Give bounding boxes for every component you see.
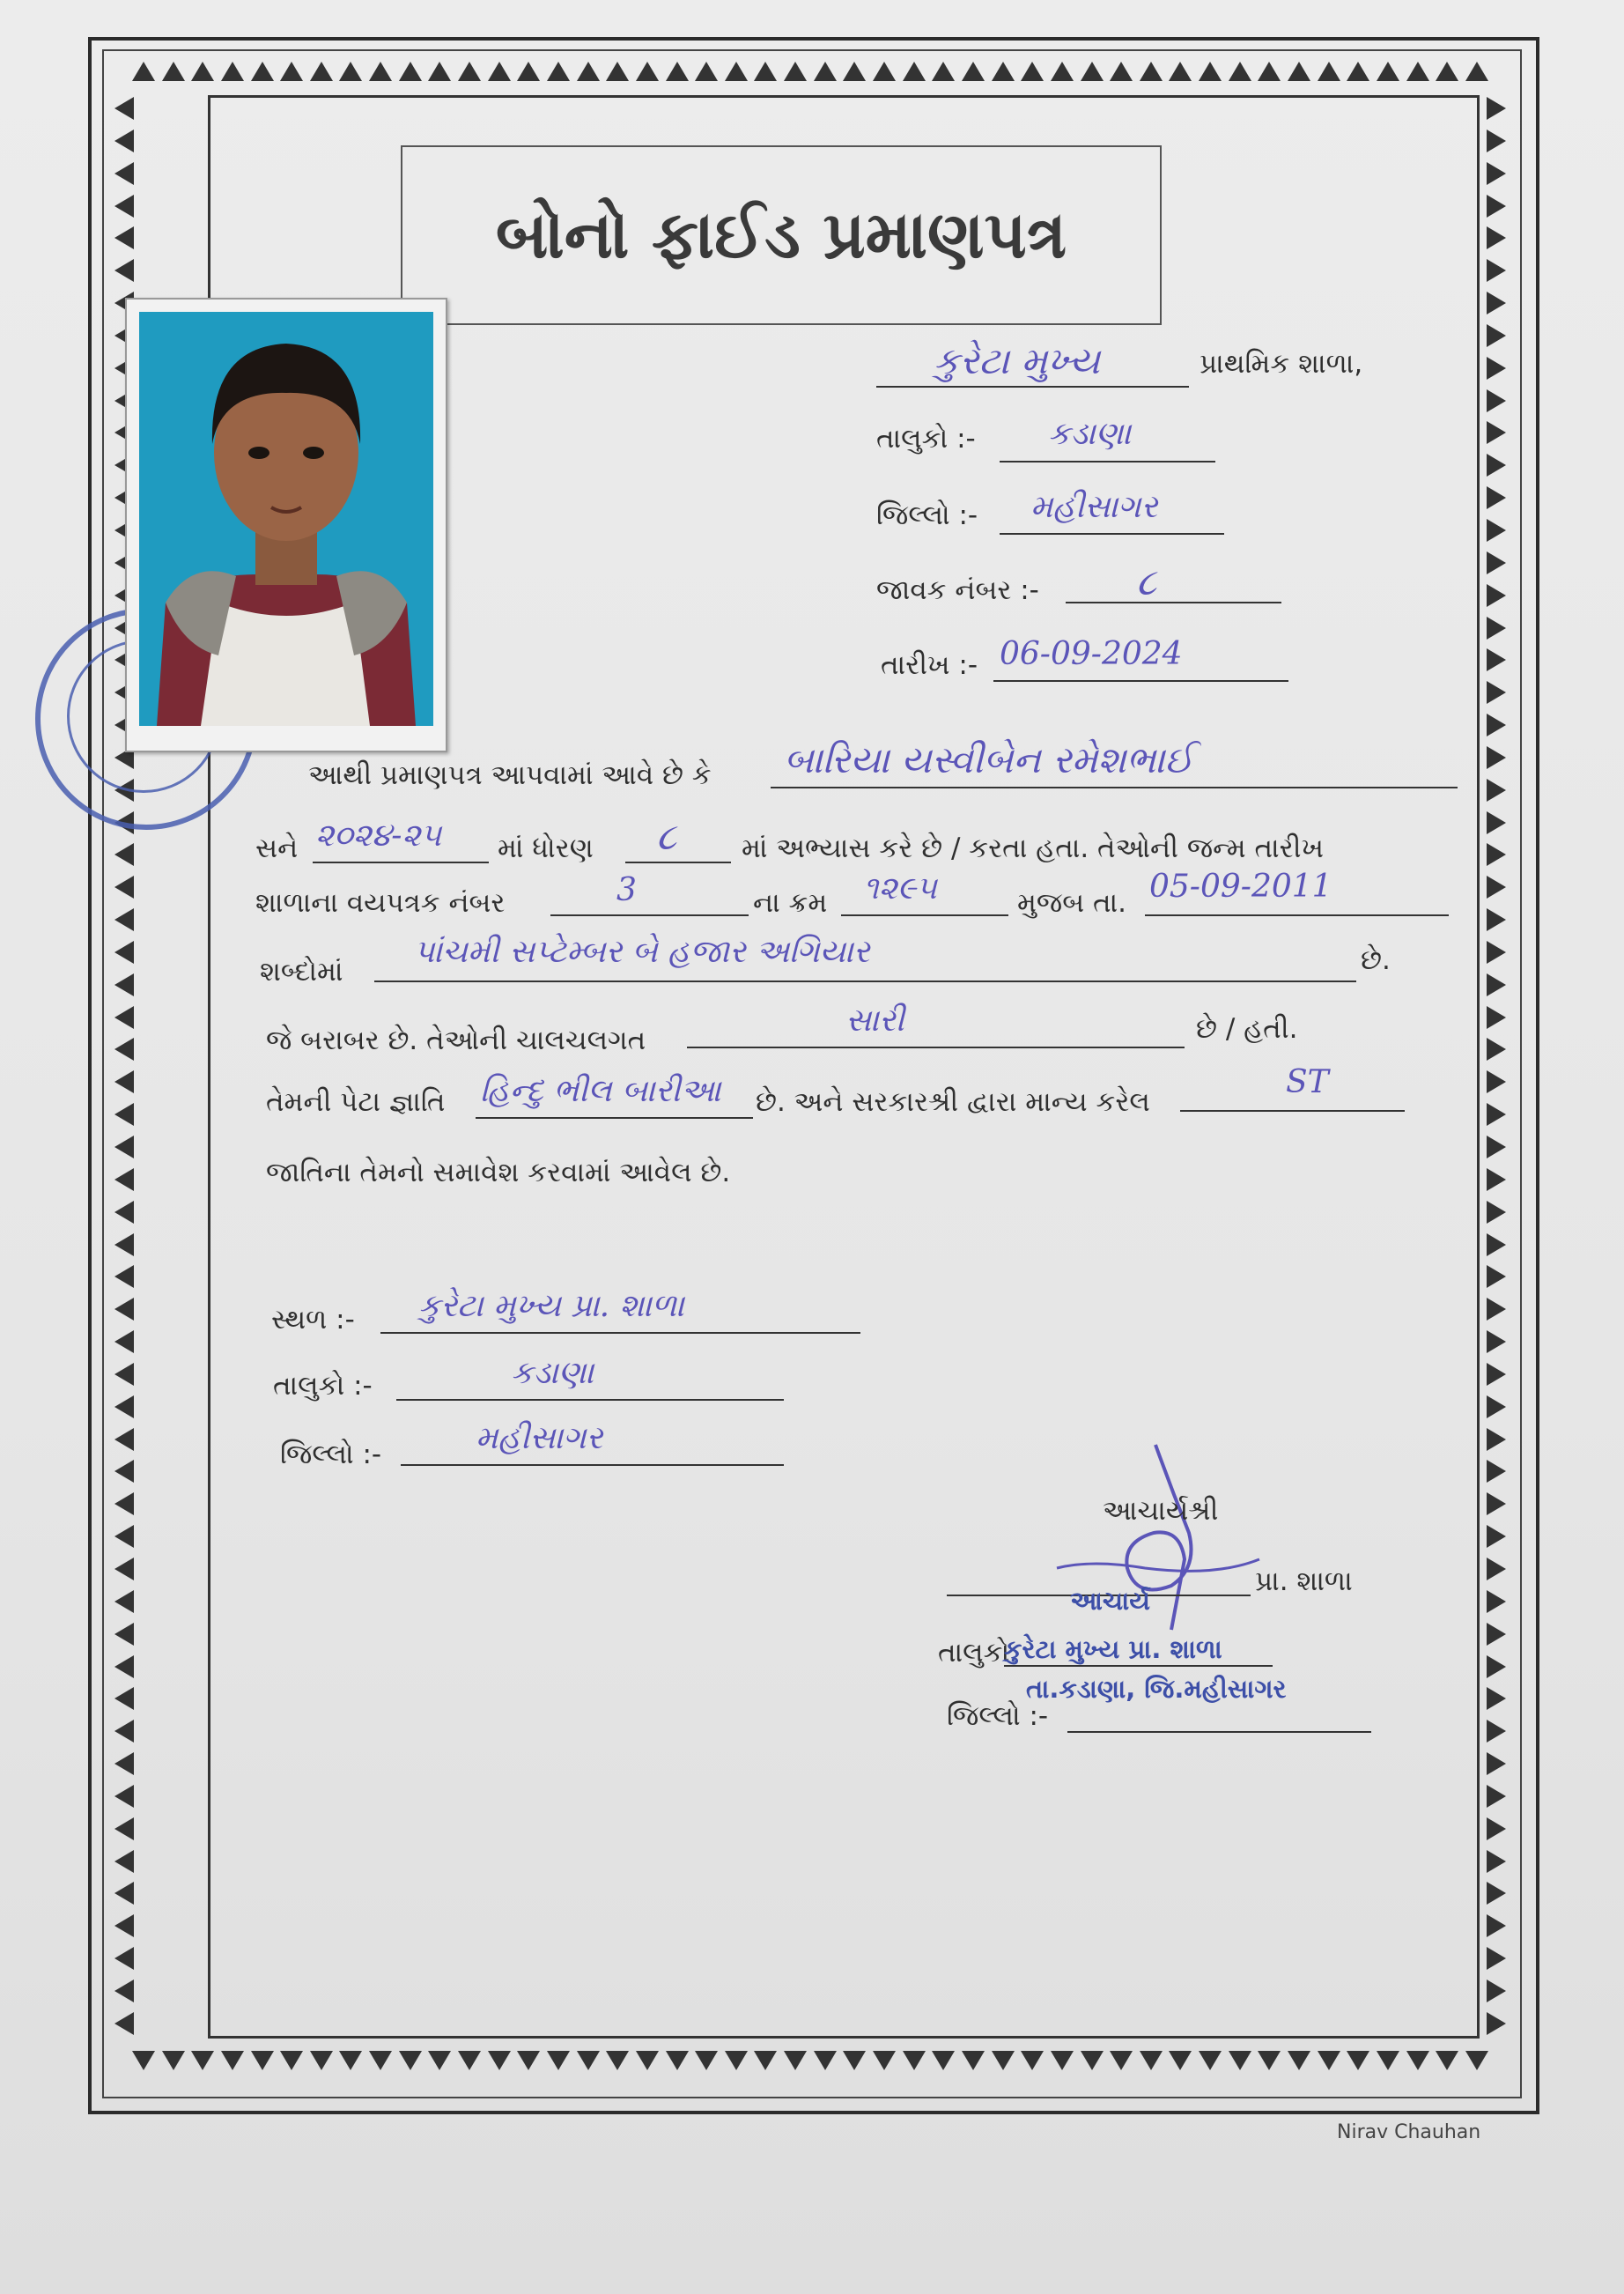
right-triangle-border — [1487, 97, 1510, 2035]
border-triangle — [114, 1655, 134, 1678]
border-triangle — [725, 2051, 748, 2070]
border-triangle — [399, 2051, 422, 2070]
border-triangle — [114, 1070, 134, 1093]
principal-title-label: આચાર્યશ્રી — [1103, 1495, 1219, 1527]
border-triangle — [114, 1623, 134, 1646]
border-triangle — [458, 62, 481, 81]
border-triangle — [517, 62, 540, 81]
certificate-title: બોનો ફાઈડ પ્રમાણપત્ર — [401, 145, 1162, 325]
border-triangle — [114, 1850, 134, 1873]
border-triangle — [1258, 62, 1281, 81]
border-triangle — [1487, 259, 1506, 282]
per-date-label: મુજબ તા. — [1017, 887, 1126, 919]
border-triangle — [1487, 1687, 1506, 1710]
border-triangle — [1487, 357, 1506, 380]
place-taluka-handwritten: કડાણા — [511, 1355, 594, 1391]
stamp-school-name: કુરેટા મુખ્ય પ્રા. શાળા — [1004, 1634, 1222, 1664]
border-triangle — [1487, 454, 1506, 477]
border-triangle — [114, 1298, 134, 1321]
border-triangle — [1487, 1038, 1506, 1061]
border-triangle — [1465, 2051, 1488, 2070]
border-triangle — [114, 1947, 134, 1970]
border-triangle — [1487, 1363, 1506, 1386]
border-triangle — [1288, 62, 1310, 81]
border-triangle — [114, 1687, 134, 1710]
standard-label: માં ધોરણ — [498, 832, 594, 864]
border-triangle — [932, 62, 955, 81]
border-triangle — [114, 1785, 134, 1808]
border-triangle — [1406, 2051, 1429, 2070]
border-triangle — [114, 1136, 134, 1158]
border-triangle — [932, 2051, 955, 2070]
border-triangle — [1347, 62, 1369, 81]
border-triangle — [1406, 62, 1429, 81]
border-triangle — [1288, 2051, 1310, 2070]
border-triangle — [1169, 62, 1192, 81]
border-triangle — [114, 130, 134, 152]
border-triangle — [873, 2051, 896, 2070]
border-triangle — [114, 1233, 134, 1256]
place-district-handwritten: મહીસાગર — [476, 1420, 603, 1456]
header-district-label: જિલ્લો :- — [876, 500, 978, 531]
bottom-triangle-border — [132, 2051, 1488, 2074]
border-triangle — [1377, 2051, 1399, 2070]
border-triangle — [666, 62, 689, 81]
border-triangle — [1487, 162, 1506, 185]
border-triangle — [1487, 551, 1506, 574]
border-triangle — [1110, 2051, 1133, 2070]
border-triangle — [221, 2051, 244, 2070]
border-triangle — [1051, 62, 1074, 81]
border-triangle — [1487, 1785, 1506, 1808]
border-triangle — [1487, 1590, 1506, 1613]
border-triangle — [695, 2051, 718, 2070]
border-triangle — [1487, 1201, 1506, 1224]
standard-handwritten: ૮ — [656, 815, 677, 858]
study-text: માં અભ્યાસ કરે છે / કરતા હતા. તેઓની જન્મ તારીખ — [742, 832, 1324, 864]
border-triangle — [280, 62, 303, 81]
border-triangle — [814, 2051, 837, 2070]
border-triangle — [992, 62, 1015, 81]
border-triangle — [1487, 324, 1506, 347]
academic-year-handwritten: ૨૦૨૪-૨૫ — [315, 818, 442, 854]
header-taluka-handwritten: કડાણા — [1048, 416, 1132, 452]
border-triangle — [1487, 1980, 1506, 2002]
border-triangle — [1487, 97, 1506, 120]
place-handwritten: કુરેટા મુખ્ય પ્રા. શાળા — [418, 1288, 684, 1324]
border-triangle — [873, 62, 896, 81]
border-triangle — [114, 1395, 134, 1418]
border-triangle — [114, 1460, 134, 1483]
border-triangle — [114, 1525, 134, 1548]
border-triangle — [114, 1363, 134, 1386]
border-triangle — [547, 62, 570, 81]
border-triangle — [251, 62, 274, 81]
border-triangle — [488, 2051, 511, 2070]
border-triangle — [1487, 1265, 1506, 1288]
caste-label: તેમની પેટા જ્ઞાતિ — [266, 1086, 446, 1118]
border-triangle — [221, 62, 244, 81]
sub-caste-handwritten: હિન્દુ ભીલ બારીઆ — [480, 1073, 721, 1109]
stamp-role: આચાર્ય — [1070, 1586, 1150, 1616]
border-triangle — [114, 973, 134, 996]
place-district-label: જિલ્લો :- — [280, 1439, 382, 1470]
sign-taluka-label: તાલુકો — [938, 1637, 1010, 1669]
border-triangle — [1021, 2051, 1044, 2070]
border-triangle — [114, 1168, 134, 1191]
border-triangle — [1487, 1947, 1506, 1970]
border-triangle — [132, 2051, 155, 2070]
border-triangle — [132, 62, 155, 81]
conduct-label: જે બરાબર છે. તેઓની ચાલચલગત — [266, 1025, 646, 1056]
border-triangle — [517, 2051, 540, 2070]
border-triangle — [1436, 2051, 1458, 2070]
border-triangle — [114, 1330, 134, 1353]
serial-label: ના ક્રમ — [753, 887, 828, 919]
border-triangle — [695, 62, 718, 81]
border-triangle — [1487, 681, 1506, 704]
date-label: તારીખ :- — [881, 649, 978, 681]
border-triangle — [114, 1265, 134, 1288]
border-triangle — [114, 259, 134, 282]
register-label: શાળાના વયપત્રક નંબર — [255, 887, 506, 919]
border-triangle — [339, 62, 362, 81]
border-triangle — [1318, 62, 1340, 81]
border-triangle — [369, 2051, 392, 2070]
border-triangle — [114, 876, 134, 899]
border-triangle — [1487, 292, 1506, 314]
border-triangle — [1487, 1168, 1506, 1191]
border-triangle — [1229, 62, 1251, 81]
border-triangle — [1110, 62, 1133, 81]
border-triangle — [114, 1558, 134, 1580]
border-triangle — [903, 2051, 926, 2070]
border-triangle — [280, 2051, 303, 2070]
border-triangle — [1487, 1460, 1506, 1483]
border-triangle — [606, 2051, 629, 2070]
border-triangle — [903, 62, 926, 81]
border-triangle — [577, 62, 600, 81]
border-triangle — [114, 1914, 134, 1937]
border-triangle — [369, 62, 392, 81]
border-triangle — [1487, 2012, 1506, 2035]
school-name-handwritten: કુરેટા મુખ્ય — [934, 339, 1100, 382]
school-line-suffix: પ્રાથમિક શાળા, — [1200, 348, 1363, 380]
border-triangle — [114, 162, 134, 185]
border-triangle — [1487, 486, 1506, 509]
border-triangle — [754, 62, 777, 81]
student-photo — [125, 298, 447, 752]
border-triangle — [1487, 1720, 1506, 1743]
border-triangle — [962, 62, 985, 81]
border-triangle — [114, 1006, 134, 1029]
border-triangle — [784, 2051, 807, 2070]
body-intro-label: આથી પ્રમાણપત્ર આપવામાં આવે છે કે — [308, 759, 712, 791]
border-triangle — [577, 2051, 600, 2070]
border-triangle — [1487, 1558, 1506, 1580]
border-triangle — [636, 2051, 659, 2070]
border-triangle — [1487, 1850, 1506, 1873]
border-triangle — [1487, 1428, 1506, 1451]
words-label: શબ્દોમાં — [260, 956, 343, 988]
border-triangle — [162, 2051, 185, 2070]
border-triangle — [1487, 226, 1506, 249]
border-triangle — [114, 1201, 134, 1224]
border-triangle — [1487, 876, 1506, 899]
border-triangle — [1487, 389, 1506, 412]
border-triangle — [339, 2051, 362, 2070]
border-triangle — [1487, 779, 1506, 802]
border-triangle — [310, 2051, 333, 2070]
border-triangle — [1487, 421, 1506, 444]
border-triangle — [1487, 973, 1506, 996]
student-portrait-image — [139, 312, 433, 726]
border-triangle — [488, 62, 511, 81]
border-triangle — [1487, 1882, 1506, 1905]
border-triangle — [1081, 62, 1104, 81]
student-name-handwritten: બારિયા યસ્વીબેન રમેશભાઈ — [784, 738, 1194, 781]
border-triangle — [114, 1980, 134, 2002]
border-triangle — [843, 2051, 866, 2070]
border-triangle — [1318, 2051, 1340, 2070]
border-triangle — [458, 2051, 481, 2070]
place-label: સ્થળ :- — [271, 1304, 355, 1336]
border-triangle — [251, 2051, 274, 2070]
border-triangle — [1487, 941, 1506, 964]
border-triangle — [992, 2051, 1015, 2070]
place-taluka-label: તાલુકો :- — [273, 1370, 373, 1402]
border-triangle — [1487, 1817, 1506, 1840]
border-triangle — [1487, 1136, 1506, 1158]
border-triangle — [1487, 1525, 1506, 1548]
border-triangle — [666, 2051, 689, 2070]
border-triangle — [1487, 1395, 1506, 1418]
dob-in-words-handwritten: પાંચમી સપ્ટેમ્બર બે હજાર અગિયાર — [414, 934, 870, 970]
border-triangle — [1199, 62, 1222, 81]
border-triangle — [1487, 1655, 1506, 1678]
border-triangle — [1487, 1233, 1506, 1256]
border-triangle — [1436, 62, 1458, 81]
sign-district-label: જિલ્લો :- — [947, 1700, 1049, 1732]
caste-mid-text: છે. અને સરકારશ્રી દ્વારા માન્ય કરેલ — [756, 1086, 1150, 1118]
footer-credit: Nirav Chauhan — [1337, 2121, 1481, 2143]
border-triangle — [784, 62, 807, 81]
conduct-end: છે / હતી. — [1196, 1013, 1298, 1045]
year-prefix: સને — [255, 832, 299, 864]
border-triangle — [1487, 1914, 1506, 1937]
border-triangle — [114, 1882, 134, 1905]
date-handwritten: 06-09-2024 — [1000, 636, 1183, 672]
border-triangle — [1487, 843, 1506, 866]
border-triangle — [428, 62, 451, 81]
border-triangle — [191, 62, 214, 81]
border-triangle — [754, 2051, 777, 2070]
border-triangle — [1377, 62, 1399, 81]
border-triangle — [1487, 584, 1506, 607]
border-triangle — [725, 62, 748, 81]
border-triangle — [1487, 130, 1506, 152]
border-triangle — [1487, 648, 1506, 671]
border-triangle — [962, 2051, 985, 2070]
border-triangle — [1487, 1623, 1506, 1646]
dob-handwritten: 05-09-2011 — [1149, 869, 1332, 905]
serial-handwritten: ૧૨૯૫ — [863, 870, 937, 906]
border-triangle — [1487, 714, 1506, 736]
header-district-handwritten: મહીસાગર — [1030, 489, 1158, 525]
header-taluka-label: તાલુકો :- — [876, 423, 976, 455]
outward-number-label: જાવક નંબર :- — [876, 574, 1039, 606]
border-triangle — [114, 1103, 134, 1126]
border-triangle — [636, 62, 659, 81]
border-triangle — [191, 2051, 214, 2070]
border-triangle — [1140, 2051, 1163, 2070]
closing-line: જાતિના તેમનો સમાવેશ કરવામાં આવેલ છે. — [266, 1157, 731, 1188]
category-handwritten: ST — [1286, 1064, 1329, 1100]
border-triangle — [1487, 746, 1506, 769]
border-triangle — [114, 1428, 134, 1451]
border-triangle — [114, 908, 134, 931]
border-triangle — [1487, 1330, 1506, 1353]
border-triangle — [1487, 1298, 1506, 1321]
border-triangle — [843, 62, 866, 81]
border-triangle — [1487, 1752, 1506, 1775]
principal-school-suffix: પ્રા. શાળા — [1255, 1565, 1353, 1597]
border-triangle — [1347, 2051, 1369, 2070]
border-triangle — [114, 1720, 134, 1743]
border-triangle — [1487, 908, 1506, 931]
border-triangle — [1487, 617, 1506, 640]
border-triangle — [1169, 2051, 1192, 2070]
border-triangle — [1140, 62, 1163, 81]
border-triangle — [114, 1038, 134, 1061]
conduct-handwritten: સારી — [845, 1003, 904, 1039]
border-triangle — [114, 2012, 134, 2035]
border-triangle — [1487, 811, 1506, 834]
register-handwritten: 3 — [616, 872, 637, 908]
border-triangle — [310, 62, 333, 81]
border-triangle — [114, 195, 134, 218]
border-triangle — [1487, 1006, 1506, 1029]
border-triangle — [1199, 2051, 1222, 2070]
border-triangle — [547, 2051, 570, 2070]
border-triangle — [428, 2051, 451, 2070]
border-triangle — [114, 843, 134, 866]
border-triangle — [114, 1590, 134, 1613]
border-triangle — [1258, 2051, 1281, 2070]
border-triangle — [1487, 1103, 1506, 1126]
border-triangle — [1487, 1492, 1506, 1515]
border-triangle — [1081, 2051, 1104, 2070]
border-triangle — [1487, 519, 1506, 542]
outward-number-handwritten: ૮ — [1136, 560, 1157, 603]
words-end: છે. — [1361, 944, 1391, 976]
stamp-address: તા.કડાણા, જિ.મહીસાગર — [1026, 1674, 1287, 1704]
border-triangle — [1051, 2051, 1074, 2070]
border-triangle — [114, 1817, 134, 1840]
top-triangle-border — [132, 62, 1488, 85]
border-triangle — [1487, 1070, 1506, 1093]
border-triangle — [114, 941, 134, 964]
border-triangle — [114, 97, 134, 120]
border-triangle — [114, 226, 134, 249]
border-triangle — [114, 1492, 134, 1515]
border-triangle — [1021, 62, 1044, 81]
border-triangle — [606, 62, 629, 81]
border-triangle — [399, 62, 422, 81]
border-triangle — [1229, 2051, 1251, 2070]
border-triangle — [114, 1752, 134, 1775]
border-triangle — [814, 62, 837, 81]
border-triangle — [1465, 62, 1488, 81]
border-triangle — [1487, 195, 1506, 218]
border-triangle — [162, 62, 185, 81]
